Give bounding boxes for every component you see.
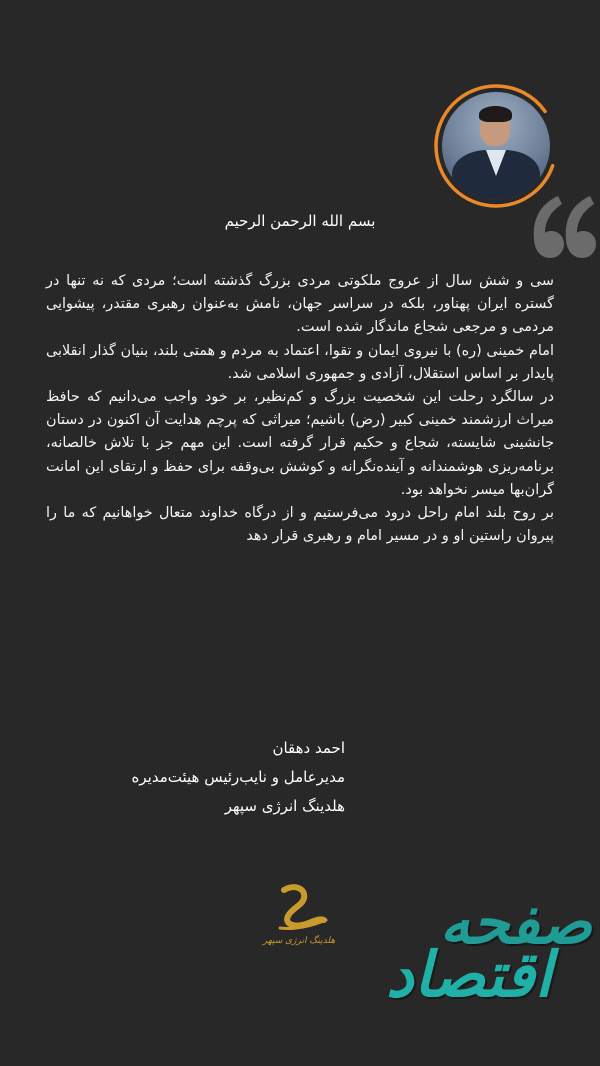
letter-paragraph: سی و شش سال از عروج ملکوتی مردی بزرگ گذشته است؛ مردی که نه تنها در گستره ایران پهناور، بلکه در سراسر جهان، نامش به‌عنوان رهبری مقتدر، پیشوایی مردمی و مرجعی شجاع ماندگار شده است. bbox=[46, 273, 554, 336]
logo-text: هلدینگ انرژی سپهر bbox=[262, 936, 336, 946]
letter-paragraph: بر روح بلند امام راحل درود می‌فرستیم و از درگاه خداوند متعال خواهانیم که ما را پیروان راستین او و در مسیر امام و رهبری قرار دهد bbox=[46, 505, 554, 545]
letter-paragraph: امام خمینی (ره) با نیروی ایمان و تقوا، اعتماد به مردم و همتی بلند، بنیان گذار انقلابی پایدار بر اساس استقلال، آزادی و جمهوری اسلامی شد. bbox=[46, 342, 554, 382]
letter-body bbox=[46, 270, 554, 548]
watermark-logo bbox=[330, 880, 592, 1050]
signature-block bbox=[132, 734, 345, 821]
letter-paragraph: در سالگرد رحلت این شخصیت بزرگ و کم‌نظیر، بر خود واجب می‌دانیم که حافظ میراث ارزشمند خمینی کبیر (رض) باشیم؛ میراثی که پرچم هدایت آن اکنون در دستان جانشینی شایسته، شجاع و حکیم قرار گرفته است. این مهم جز با تلاش خالصانه، برنامه‌ریزی هوشمندانه و آینده‌نگرانه و کوشش بی‌وقفه برای حفظ و ارتقای این امانت گران‌بها میسر نخواهد بود. bbox=[46, 389, 554, 498]
bismillah-heading: بسم الله الرحمن الرحیم bbox=[224, 212, 376, 230]
watermark-line-1: صفحه bbox=[439, 888, 592, 958]
signer-title: مدیرعامل و نایب‌رئیس هیئت‌مدیره bbox=[131, 768, 345, 786]
signer-company: هلدینگ انرژی سپهر bbox=[224, 797, 345, 815]
signer-name: احمد دهقان bbox=[272, 739, 345, 757]
watermark-line-2: اقتصاد bbox=[386, 938, 552, 1011]
